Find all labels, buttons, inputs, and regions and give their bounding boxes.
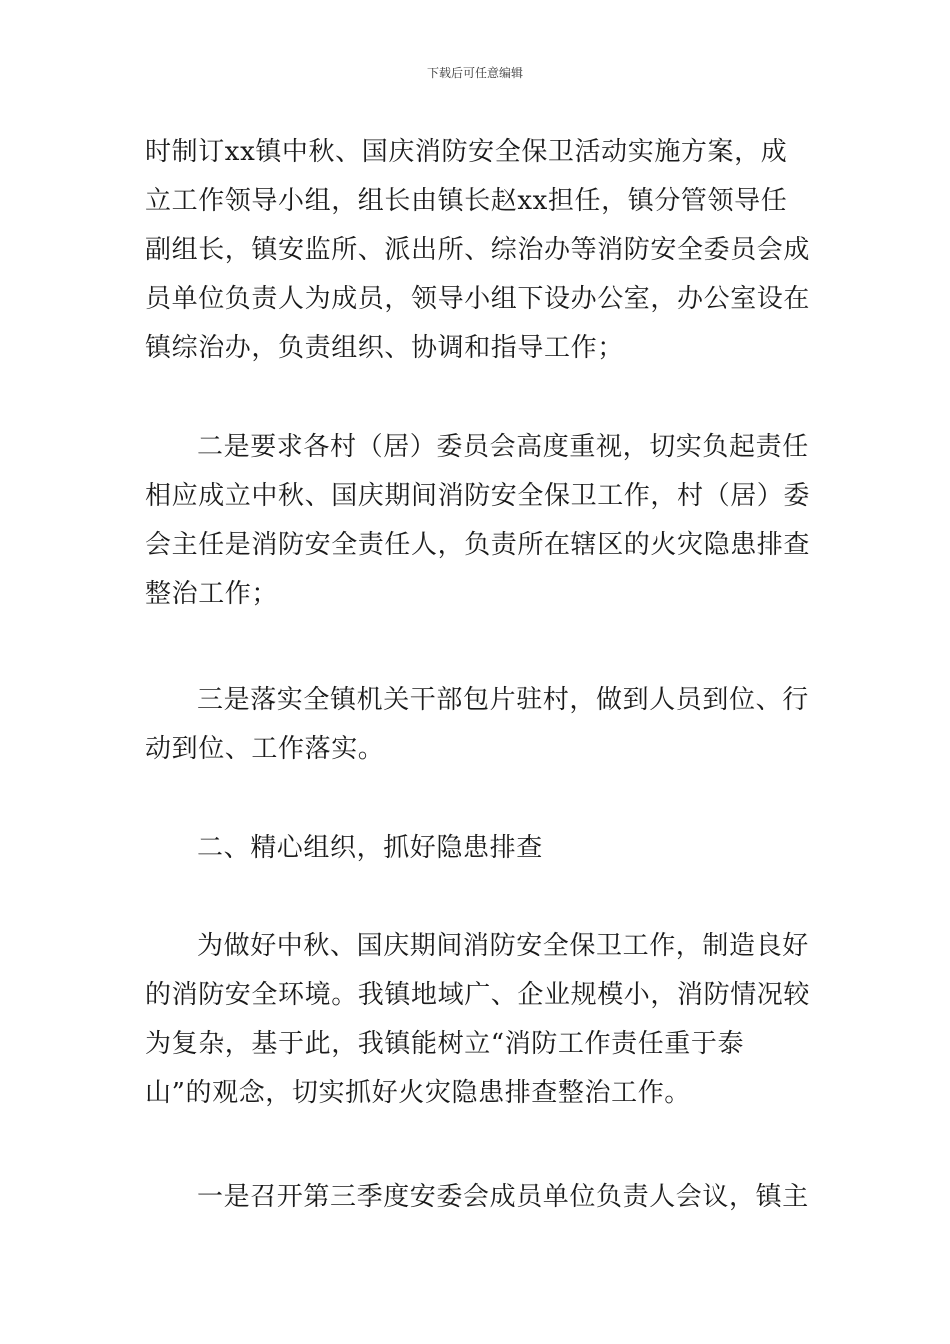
paragraph-3: 三是落实全镇机关干部包片驻村，做到人员到位、行动到位、工作落实。	[145, 685, 809, 764]
paragraph-2: 二是要求各村（居）委员会高度重视，切实负起责任相应成立中秋、国庆期间消防安全保卫工作，村（居）委会主任是消防安全责任人，负责所在辖区的火灾隐患排查整治工作；	[145, 432, 811, 609]
paragraph-5: 为做好中秋、国庆期间消防安全保卫工作，制造良好的消防安全环境。我镇地域广、企业规模小，消防情况较为复杂，基于此，我镇能树立“消防工作责任重于泰山”的观念，切实抓好火灾隐患排查整治工作。	[145, 931, 811, 1108]
section-heading: 二、精心组织，抓好隐患排查	[197, 833, 543, 863]
header-note: 下载后可任意编辑	[426, 66, 523, 80]
paragraph-6: 一是召开第三季度安委会成员单位负责人会议，镇主	[197, 1182, 809, 1212]
paragraph-1: 时制订xx镇中秋、国庆消防安全保卫活动实施方案，成立工作领导小组，组长由镇长赵xx担任，镇分管领导任副组长，镇安监所、派出所、综治办等消防安全委员会成员单位负责人为成员，领导小组下设办公室，办公室设在镇综治办，负责组织、协调和指导工作；	[145, 137, 811, 363]
